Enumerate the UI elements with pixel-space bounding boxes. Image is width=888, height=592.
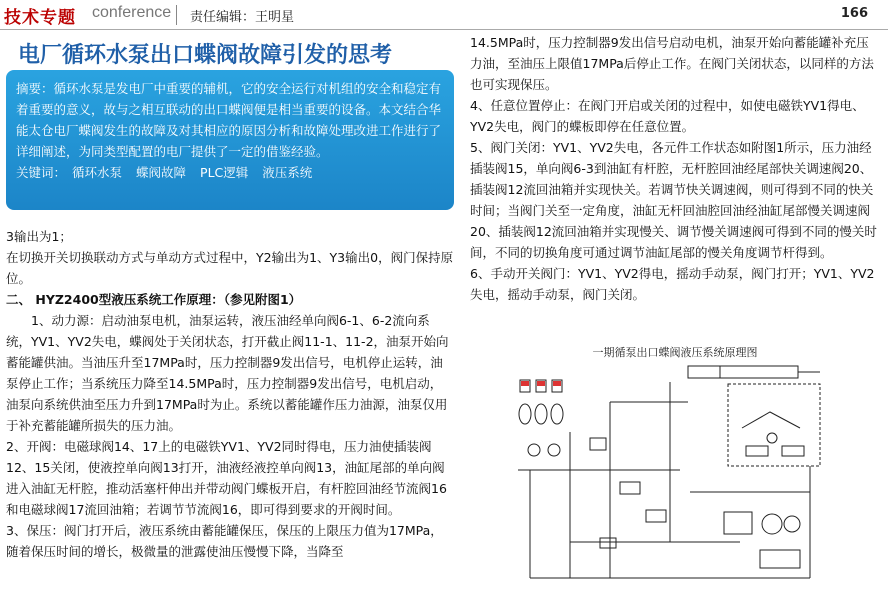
hydraulic-schematic [510,342,840,588]
control-valve-block [728,384,820,466]
paragraph: 4、任意位置停止：在阀门开启或关闭的过程中，如使电磁铁YV1得电、YV2失电，阀门的蝶板即停在任意位置。 [470,98,865,134]
paragraph: 1、动力源：启动油泵电机，油泵运转，液压油经单向阀6-1、6-2流向系统，YV1、YV2失电，蝶阀处于关闭状态，打开截止阀11-1、11-2，油泵开始向蓄能罐供油。当油压升至17MPa时，压力控制器9发出信号，电机停止运转，油泵停止工作；当系统压力降至14.5MPa时，压力控制器9发出信号，电机启动，油泵向系统供油至压力升到17MPa时为止。系统以蓄能罐作压力油源，油泵仅用于补充蓄能罐所损失的压力油。 [6,313,449,433]
paragraph: 6、手动开关阀门：YV1、YV2得电，摇动手动泵，阀门打开；YV1、YV2失电，摇动手动泵，阀门关闭。 [470,266,875,302]
page-header [0,0,888,30]
editor-credit: 责任编辑：王明星 [190,10,295,25]
keyword: 循环水泵 [72,165,123,180]
left-column [6,226,454,562]
paragraph: 2、开阀：电磁球阀14、17上的电磁铁YV1、YV2同时得电，压力油使插装阀12、15关闭，使液控单向阀13打开，油液经液控单向阀13，油缸尾部的单向阀进入油缸无杆腔，推动活塞杆伸出并带动阀门蝶板开启，有杆腔回油经节流阀16和电磁球阀17流回油箱；若调节节流阀16，即可得到要求的开阀时间。 [6,439,447,517]
oil-tank [724,512,752,534]
header-divider [176,5,177,25]
keyword: 蝶阀故障 [136,165,187,180]
paragraph: 在切换开关切换联动方式与单动方式过程中，Y2输出为1、Y3输出0，阀门保持原位。 [6,250,454,286]
article-title: 电厂循环水泵出口蝶阀故障引发的思考 [18,43,393,68]
paragraph: 3、保压：阀门打开后，液压系统由蓄能罐保压，保压的上限压力值为17MPa，随着保压时间的增长，极微量的泄露使油压慢慢下降，当降至 [6,523,443,559]
hydraulic-cylinder [688,366,798,378]
header-rule [0,29,888,30]
abstract-box [6,70,454,210]
paragraph: 5、阀门关闭：YV1、YV2失电，各元件工作状态如附图1所示，压力油经插装阀15，单向阀6-3到油缸有杆腔，无杆腔回油经尾部快关调速阀20、插装阀12流回油箱并实现快关。若调节快关调速阀，则可得到不同的快关时间；当阀门关至一定角度，油缸无杆回油腔回油经油缸尾部慢关调速阀20、插装阀12流回油箱并实现慢关、调节慢关调速阀可得到不同的慢关时间，不同的切换角度可通过调节油缸尾部的慢关角度调节杆得到。 [470,140,877,260]
keyword: 液压系统 [262,165,313,180]
tank-fill-markers [521,381,561,386]
keywords-label: 关键词： [16,165,67,180]
figure-caption: 一期循泵出口蝶阀液压系统原理图 [592,346,758,359]
column-brand-english: conference [92,4,172,21]
paragraph: 14.5MPa时，压力控制器9发出信号启动电机，油泵开始向蓄能罐补充压力油，至油压上限值17MPa后停止工作。在阀门关闭状态，以同样的方法也可实现保压。 [470,35,874,92]
abstract-text: 摘要：循环水泵是发电厂中重要的辅机，它的安全运行对机组的安全和稳定有着重要的意义，故与之相互联动的出口蝶阀便是相当重要的设备。本文结合华能太仓电厂蝶阀发生的故障及对其相应的原因分析和故障处理改进工作进行了详细阐述，为同类型配置的电厂提供了一定的借鉴经验。 [16,81,442,159]
right-column [470,32,878,305]
column-brand: 技术专题 [4,8,76,28]
page-number: 166 [840,6,868,21]
section-heading: 二、 HYZ2400型液压系统工作原理：（参见附图1） [6,292,302,307]
keywords-line [16,162,444,183]
pump-motor [762,514,782,534]
hydraulic-diagram-figure [510,342,840,588]
paragraph: 3输出为1； [6,229,72,244]
keyword: PLC逻辑 [200,165,249,180]
